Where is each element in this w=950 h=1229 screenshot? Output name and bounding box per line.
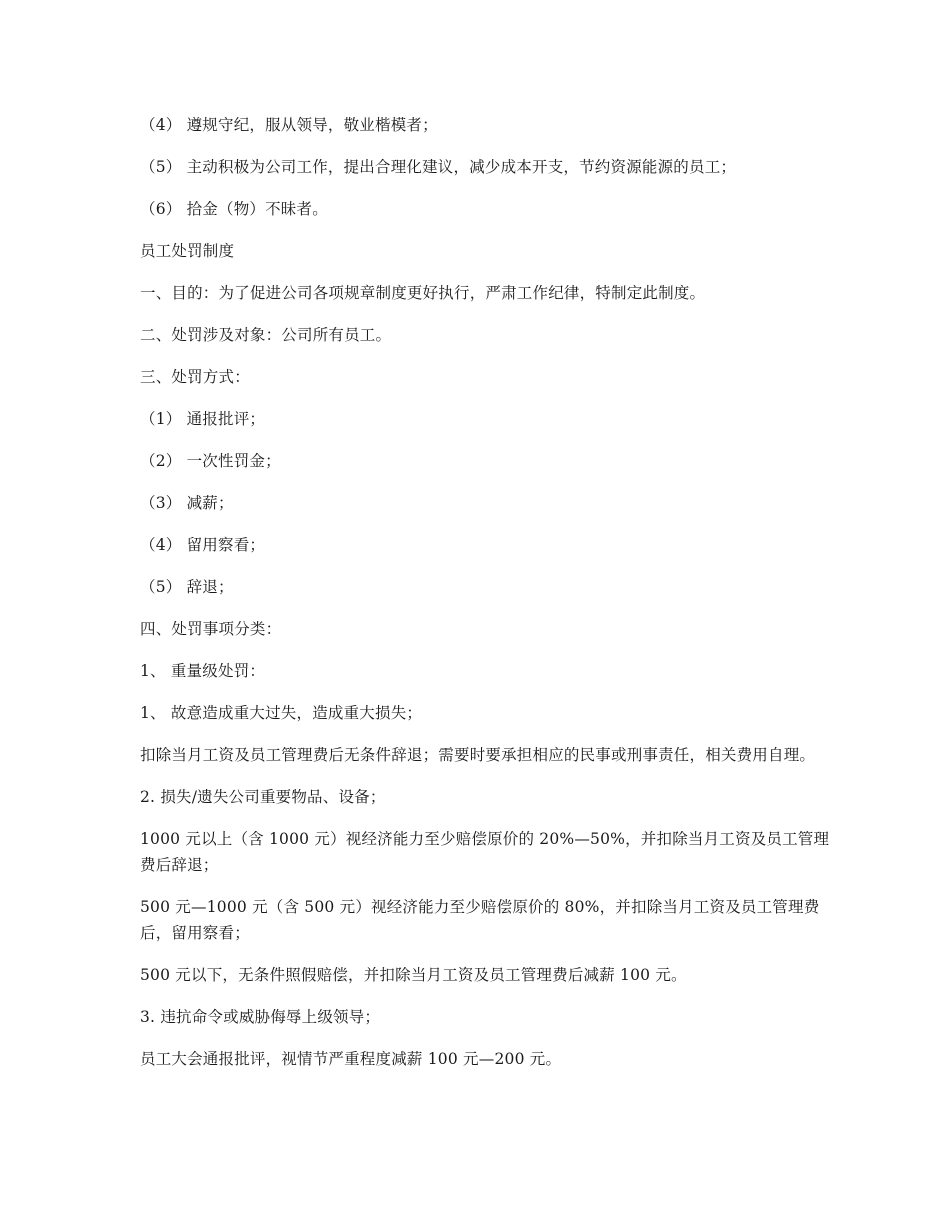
penalty-method-5: （5） 辞退； xyxy=(140,578,234,596)
reward-item-5: （5） 主动积极为公司工作，提出合理化建议，减少成本开支，节约资源能源的员工； xyxy=(140,158,737,176)
penalty-scope: 二、处罚涉及对象：公司所有员工。 xyxy=(140,326,392,344)
penalty-purpose: 一、目的：为了促进公司各项规章制度更好执行，严肃工作纪律，特制定此制度。 xyxy=(140,284,706,302)
penalty-method-4: （4） 留用察看； xyxy=(140,536,266,554)
penalty-method-1: （1） 通报批评； xyxy=(140,410,266,428)
document-page xyxy=(140,112,830,1088)
penalty-method-3: （3） 减薪； xyxy=(140,494,234,512)
heavy-penalty-item-1-detail: 扣除当月工资及员工管理费后无条件辞退；需要时要承担相应的民事或刑事责任，相关费用自理。 xyxy=(140,746,816,764)
penalty-methods-heading: 三、处罚方式： xyxy=(140,368,250,386)
penalty-categories-heading: 四、处罚事项分类： xyxy=(140,620,282,638)
heavy-penalty-item-2: 2. 损失/遗失公司重要物品、设备； xyxy=(140,788,386,806)
heavy-penalty-item-3: 3. 违抗命令或威胁侮辱上级领导； xyxy=(140,1008,381,1026)
heavy-penalty-item-2-tier-1: 1000 元以上（含 1000 元）视经济能力至少赔偿原价的 20%—50%，并扣除当月工资及员工管理费后辞退； xyxy=(140,830,830,874)
heavy-penalty-item-3-detail: 员工大会通报批评，视情节严重程度减薪 100 元—200 元。 xyxy=(140,1050,562,1068)
reward-item-6: （6） 拾金（物）不昧者。 xyxy=(140,200,328,218)
heavy-penalty-item-1: 1、 故意造成重大过失，造成重大损失； xyxy=(140,704,423,722)
penalty-method-2: （2） 一次性罚金； xyxy=(140,452,281,470)
reward-item-4: （4） 遵规守纪，服从领导，敬业楷模者； xyxy=(140,116,438,134)
heavy-penalty-item-2-tier-3: 500 元以下，无条件照假赔偿，并扣除当月工资及员工管理费后减薪 100 元。 xyxy=(140,966,687,984)
section-title-penalty-system: 员工处罚制度 xyxy=(140,242,235,260)
heavy-penalty-item-2-tier-2: 500 元—1000 元（含 500 元）视经济能力至少赔偿原价的 80%，并扣除当月工资及员工管理费后，留用察看； xyxy=(140,898,820,942)
heavy-penalty-heading: 1、 重量级处罚： xyxy=(140,662,266,680)
